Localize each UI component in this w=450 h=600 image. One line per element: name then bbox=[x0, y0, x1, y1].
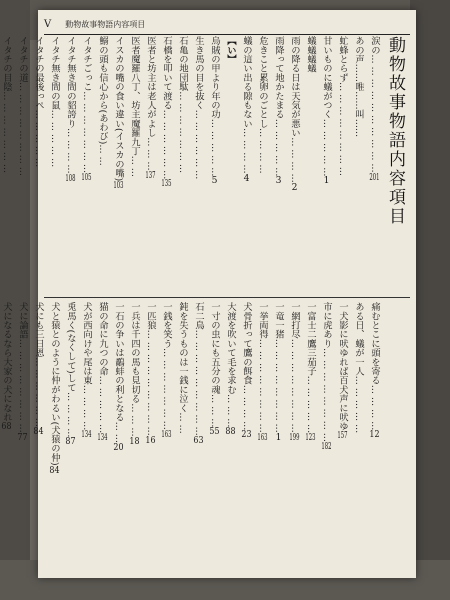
entry-text: 石橋を叩いて渡る… … … … … … bbox=[161, 36, 172, 180]
running-title: 動物故事物語内容項目 bbox=[65, 19, 146, 29]
entry-page: 134 bbox=[81, 430, 92, 440]
index-entry bbox=[286, 36, 302, 292]
entry-page: 63 bbox=[193, 435, 204, 445]
entry-page: 84 bbox=[33, 426, 44, 437]
entry-page: 163 bbox=[257, 432, 268, 442]
entry-text: 一寸の虫にも五分の魂… … … bbox=[209, 302, 220, 428]
index-entry bbox=[222, 302, 238, 570]
entry-text: 猫の命に九つの命… … … … … bbox=[97, 302, 108, 434]
entry-text: 医者魔羅八丁、坊主魔羅九丁… … bbox=[129, 36, 140, 177]
index-entry bbox=[78, 302, 94, 570]
entry-text: 一石の争いは鷸蚌の利となる… … bbox=[113, 302, 124, 443]
index-entry bbox=[158, 36, 174, 292]
header-rule bbox=[44, 34, 410, 35]
entry-text: 市に虎あり… … … … … … … … bbox=[321, 302, 332, 442]
index-entry bbox=[318, 302, 334, 570]
entry-page: 68 bbox=[1, 421, 12, 431]
lower-entries bbox=[0, 302, 382, 570]
book-title: 動物故事物語内容項目 bbox=[385, 36, 405, 226]
entry-text: 石亀の地団駄… … … … … … … bbox=[177, 36, 188, 174]
index-entry bbox=[350, 36, 366, 292]
entry-text: 石二鳥… … … … … … … … … bbox=[193, 302, 204, 436]
index-entry bbox=[334, 36, 350, 292]
page-number: V bbox=[44, 18, 52, 30]
index-entry bbox=[238, 302, 254, 570]
entry-text: 【い】 bbox=[225, 36, 236, 64]
entry-text: 生き馬の目を抜く… … … … … … bbox=[193, 36, 204, 180]
index-entry bbox=[142, 36, 158, 292]
entry-text: イタチ無き間の鼠… … … … … bbox=[49, 36, 60, 168]
upper-entries bbox=[0, 36, 382, 292]
entry-page: 123 bbox=[305, 433, 316, 443]
entry-text: 大渡を吹いて毛を求む… … … bbox=[225, 302, 236, 428]
entry-page: 108 bbox=[65, 173, 76, 183]
index-entry bbox=[190, 36, 206, 292]
entry-text: 一網打尽… … … … … … … … bbox=[289, 302, 300, 433]
entry-page: 23 bbox=[241, 430, 252, 440]
entry-text: 一銭を笑う… … … … … … … bbox=[161, 302, 172, 430]
entry-page: 87 bbox=[65, 437, 76, 447]
index-entry bbox=[94, 302, 110, 570]
index-entry bbox=[30, 36, 46, 292]
entry-page: 18 bbox=[129, 436, 140, 446]
entry-page: 77 bbox=[17, 432, 28, 442]
index-entry bbox=[78, 36, 94, 292]
entry-text: 一匹狼… … … … … … … … … bbox=[145, 302, 156, 436]
index-entry bbox=[302, 302, 318, 570]
index-entry bbox=[62, 36, 78, 292]
entry-text: 雨降って地かたまる… … … … … bbox=[273, 36, 284, 177]
index-entry bbox=[270, 36, 286, 292]
index-entry bbox=[14, 36, 30, 292]
entry-text: 虻蜂とらず… … … … … … … … bbox=[337, 36, 348, 176]
entry-page: 103 bbox=[113, 181, 124, 191]
entry-page: 135 bbox=[161, 179, 172, 189]
index-entry bbox=[318, 36, 334, 292]
entry-text: 犬が西向けや尾は東… … … … bbox=[81, 302, 92, 431]
entry-text: イタチの道… … … … … … … … bbox=[17, 36, 28, 176]
entry-text: 兎馬く(なくして)して… … … … bbox=[65, 302, 76, 438]
entry-page: 4 bbox=[243, 173, 250, 183]
entry-text: 痛むとこに頭を寄る… … … … bbox=[369, 302, 380, 431]
index-entry bbox=[238, 36, 254, 292]
index-entry bbox=[30, 302, 46, 570]
entry-text: 鈍を失うものは一銭に泣く… … bbox=[177, 302, 188, 434]
entry-page: 137 bbox=[145, 170, 156, 180]
middle-rule bbox=[44, 297, 410, 298]
entry-text: イタチの最後っぺ… … … … … bbox=[33, 36, 44, 168]
entry-text: 犬にも三日恩… … … … … … bbox=[33, 302, 44, 427]
index-entry bbox=[110, 302, 126, 570]
index-entry bbox=[206, 36, 222, 292]
entry-text: 犬になるなら大家の犬になれ bbox=[1, 302, 12, 422]
index-entry bbox=[126, 302, 142, 570]
section-heading bbox=[222, 36, 238, 292]
index-entry bbox=[94, 36, 110, 292]
index-entry bbox=[190, 302, 206, 570]
index-entry bbox=[174, 302, 190, 570]
entry-text: 危きこと累卵のごとし… … … … bbox=[257, 36, 268, 174]
index-entry bbox=[142, 302, 158, 570]
entry-text: ある日、蟻が一人… … … … … bbox=[353, 302, 364, 434]
entry-text: 涙の… … … … … … … … … … bbox=[369, 36, 380, 173]
entry-page: 16 bbox=[145, 435, 156, 445]
index-entry bbox=[350, 302, 366, 570]
index-entry bbox=[110, 36, 126, 292]
entry-page: 20 bbox=[113, 442, 124, 453]
index-entry bbox=[0, 302, 14, 570]
entry-text: 一竜一猪… … … … … … … … bbox=[273, 302, 284, 433]
index-entry bbox=[46, 36, 62, 292]
entry-page: 1 bbox=[323, 176, 330, 186]
entry-text: 犬骨折って鷹の餌食… … … … bbox=[241, 302, 252, 431]
index-entry bbox=[46, 302, 62, 570]
index-entry bbox=[334, 302, 350, 570]
entry-page: 3 bbox=[275, 176, 282, 186]
running-header bbox=[44, 16, 410, 32]
entry-page: 163 bbox=[161, 429, 172, 440]
entry-text: 雨の降る日は天気が悪い… … … … bbox=[289, 36, 300, 183]
index-entry bbox=[254, 302, 270, 570]
index-entry bbox=[302, 36, 318, 292]
book-page bbox=[1, 10, 416, 578]
entry-page: 182 bbox=[321, 441, 332, 452]
entry-page: 199 bbox=[289, 432, 300, 442]
entry-page: 12 bbox=[369, 430, 380, 440]
entry-text: 蟻蟻蟻蟻 bbox=[305, 36, 316, 73]
entry-text: イタチの目陰… … … … … … … bbox=[1, 36, 12, 174]
entry-text: あの声……唯……叫…… bbox=[353, 36, 364, 138]
index-entry bbox=[14, 302, 30, 570]
entry-text: 一犬影に吠ゆれば百犬声に吠ゆ bbox=[337, 302, 348, 431]
index-entry bbox=[158, 302, 174, 570]
index-entry bbox=[366, 36, 382, 292]
background-right bbox=[410, 0, 450, 600]
entry-text: イタチごっこ… … … … … … … bbox=[81, 36, 92, 174]
index-entry bbox=[62, 302, 78, 570]
entry-text: 犬に論語… … … … … … … … bbox=[17, 302, 28, 433]
entry-page: 84 bbox=[49, 465, 60, 475]
entry-page: 105 bbox=[81, 173, 92, 183]
entry-page: 2 bbox=[291, 182, 298, 192]
entry-text: 医者と坊主は老人がよし… … … bbox=[145, 36, 156, 171]
entry-page: 1 bbox=[275, 432, 282, 442]
index-entry bbox=[0, 36, 14, 292]
entry-text: 一挙両得… … … … … … … … bbox=[257, 302, 268, 433]
entry-text: 烏賊の甲より年の功… … … … … bbox=[209, 36, 220, 177]
index-entry bbox=[366, 302, 382, 570]
entry-text: イスカの嘴の食い違い(イスカの嘴) bbox=[113, 36, 124, 182]
entry-page: 157 bbox=[337, 430, 348, 441]
index-entry bbox=[126, 36, 142, 292]
index-entry bbox=[270, 302, 286, 570]
entry-page: 88 bbox=[225, 427, 236, 437]
entry-text: 甘いものに蟻がつく… … … … … bbox=[321, 36, 332, 177]
entry-text: 一兵は千四の馬も見切る… … … bbox=[129, 302, 140, 437]
index-entry bbox=[254, 36, 270, 292]
entry-page: 5 bbox=[211, 176, 218, 186]
entry-page: 55 bbox=[209, 427, 220, 437]
index-entry bbox=[206, 302, 222, 570]
entry-text: イタチ無き間の貂誇り… … … … bbox=[65, 36, 76, 174]
entry-text: 蟻の這い出る隙もない… … … … bbox=[241, 36, 252, 174]
entry-page: 134 bbox=[97, 433, 108, 443]
index-entry bbox=[174, 36, 190, 292]
entry-text: 犬と猿とのように仲がわるい(犬猿の仲) bbox=[49, 302, 60, 466]
entry-page: 201 bbox=[369, 172, 380, 182]
entry-text: 鰯の頭も信心から(あわび)… … bbox=[97, 36, 108, 166]
entry-text: 一富士二鷹三茄子… … … … … bbox=[305, 302, 316, 434]
index-entry bbox=[286, 302, 302, 570]
